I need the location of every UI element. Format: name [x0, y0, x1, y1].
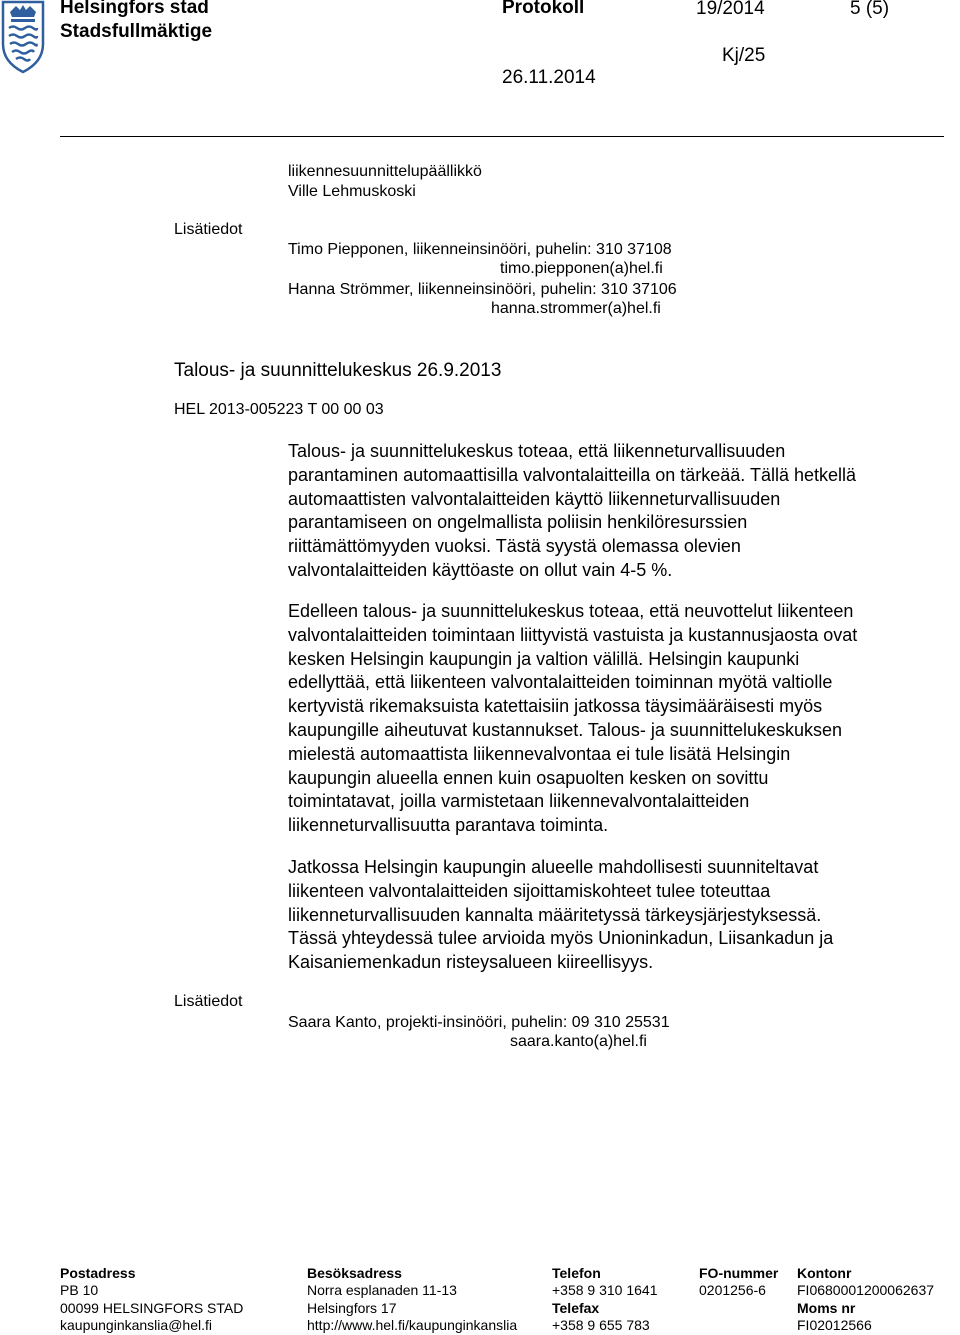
header-divider [60, 136, 944, 137]
paragraph-line: liikenneturvallisuutta parantava toiminta. [288, 815, 609, 836]
statement-paragraph-2 [288, 600, 938, 838]
footer-heading: Moms nr [797, 1299, 856, 1316]
footer-fax-number: +358 9 655 783 [552, 1317, 650, 1334]
paragraph-line: kaupungin alueella ennen kuin osapuolten kesken on sovittu [288, 767, 769, 788]
statement-paragraph-1 [288, 440, 938, 583]
paragraph-line: riittämättömyyden vuoksi. Tästä syystä olemassa olevien [288, 536, 741, 557]
page-number: 5 (5) [850, 0, 890, 19]
helsinki-crest-icon [0, 0, 46, 74]
footer-vat-value: FI02012566 [797, 1317, 872, 1334]
footer-heading: FO-nummer [699, 1265, 779, 1281]
contact-line-strommer: Hanna Strömmer, liikenneinsinööri, puhelin: 310 37106 [288, 281, 677, 298]
footer-line: 00099 HELSINGFORS STAD [60, 1299, 244, 1316]
paragraph-line: kesken Helsingin kaupungin ja valtion välillä. Helsingin kaupunki [288, 648, 800, 669]
more-info-label: Lisätiedot [174, 221, 243, 238]
footer-phone [552, 1265, 658, 1335]
paragraph-line: Jatkossa Helsingin kaupungin alueelle mahdollisesti suunniteltavat [288, 857, 819, 877]
footer-heading: Telefon [552, 1265, 601, 1281]
footer-postal-address [60, 1265, 243, 1335]
paragraph-line: valvontalaitteiden käyttöaste on ollut vain 4-5 %. [288, 559, 673, 580]
paragraph-line: Kaisaniemenkadun risteysalueen kiireellisyys. [288, 952, 654, 973]
footer-email: kaupunginkanslia@hel.fi [60, 1317, 212, 1334]
statement-reference: HEL 2013-005223 T 00 00 03 [174, 401, 384, 418]
meeting-date: 26.11.2014 [502, 67, 596, 88]
footer-visiting-address [307, 1265, 517, 1335]
paragraph-line: valvontalaitteiden toimintaan liittyvistä vastuista ja kustannusjaosta ovat [288, 624, 858, 645]
footer-account [797, 1265, 934, 1335]
organization-unit: Stadsfullmäktige [60, 21, 213, 42]
footer-account-value: FI0680001200062637 [797, 1282, 935, 1299]
paragraph-line: mielestä automaattista liikennevalvontaa ei tule lisätä Helsingin [288, 743, 791, 764]
contact-line-piepponen: Timo Piepponen, liikenneinsinööri, puhelin: 310 37108 [288, 241, 672, 258]
footer-heading: Telefax [552, 1299, 600, 1316]
paragraph-line: Talous- ja suunnittelukeskus toteaa, että liikenneturvallisuuden [288, 441, 786, 461]
footer-line: Helsingfors 17 [307, 1299, 397, 1316]
footer-heading: Kontonr [797, 1265, 852, 1281]
paragraph-line: Tässä yhteydessä tulee arvioida myös Unioninkadun, Liisankadun ja [288, 928, 834, 949]
paragraph-line: Edelleen talous- ja suunnittelukeskus toteaa, että neuvottelut liikenteen [288, 601, 854, 621]
paragraph-line: automaattisten valvontalaitteiden käyttö liikenneturvallisuuden [288, 488, 781, 509]
signer-title: liikennesuunnittelupäällikkö [288, 163, 482, 180]
paragraph-line: parantamiseen on ongelmallista poliisin henkilöresurssien [288, 512, 748, 533]
organization-name: Helsingfors stad [60, 0, 209, 18]
case-number: Kj/25 [722, 45, 766, 66]
paragraph-line: liikenneturvallisuuden kannalta määritetyssä tärkeysjärjestyksessä. [288, 904, 822, 925]
footer-business-id [699, 1265, 778, 1300]
contact-line-kanto: Saara Kanto, projekti-insinööri, puhelin: 09 310 25531 [288, 1014, 670, 1031]
paragraph-line: liikenteen valvontalaitteiden sijoittamiskohteet tulee toteuttaa [288, 880, 771, 901]
document-type: Protokoll [502, 0, 585, 18]
contact-email-kanto: saara.kanto(a)hel.fi [510, 1033, 647, 1050]
paragraph-line: kaupungille aiheutuvat kustannukset. Talous- ja suunnittelukeskuksen [288, 719, 843, 740]
footer-heading: Besöksadress [307, 1265, 402, 1281]
protocol-number: 19/2014 [696, 0, 765, 19]
more-info-label: Lisätiedot [174, 993, 243, 1010]
contact-email-piepponen: timo.piepponen(a)hel.fi [500, 260, 663, 277]
paragraph-line: edellyttää, että liikenteen valvontalaitteiden toiminnan myötä valtiolle [288, 672, 833, 693]
footer-website: http://www.hel.fi/kaupunginkanslia [307, 1317, 518, 1334]
statement-heading: Talous- ja suunnittelukeskus 26.9.2013 [174, 360, 502, 381]
footer-line: PB 10 [60, 1282, 99, 1299]
paragraph-line: kertyvistä rikemaksuista katettaisiin jatkossa täysimääräisesti myös [288, 696, 823, 717]
footer-business-id-value: 0201256-6 [699, 1282, 766, 1299]
signer-name: Ville Lehmuskoski [288, 183, 416, 200]
paragraph-line: toimintatavat, joilla varmistetaan liikennevalvontalaitteiden [288, 791, 750, 812]
footer-line: Norra esplanaden 11-13 [307, 1282, 457, 1299]
footer-heading: Postadress [60, 1265, 136, 1281]
paragraph-line: parantaminen automaattisilla valvontalaitteilla on tärkeää. Tällä hetkellä [288, 464, 857, 485]
footer-phone-number: +358 9 310 1641 [552, 1282, 658, 1299]
statement-paragraph-3 [288, 856, 938, 975]
contact-email-strommer: hanna.strommer(a)hel.fi [491, 300, 661, 317]
